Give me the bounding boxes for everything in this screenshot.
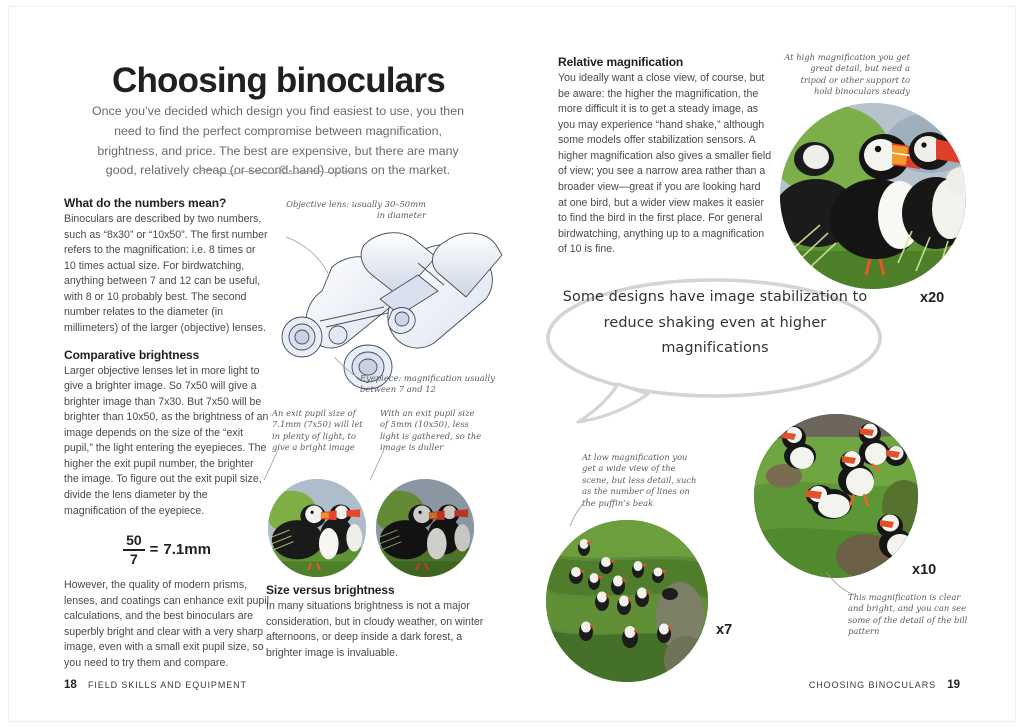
label-x20: x20 [920, 290, 945, 306]
exit-pupil-formula [64, 533, 270, 566]
page-edge-right [1015, 6, 1016, 721]
fraction-denominator: 7 [129, 550, 138, 567]
label-x7: x7 [716, 622, 733, 638]
label-x10: x10 [912, 562, 937, 578]
section-brightness [64, 348, 270, 520]
page-edge-top [8, 6, 1016, 7]
size-versus-brightness-heading: Size versus brightness [266, 583, 395, 597]
leader-line-eyepiece [330, 355, 380, 383]
page-number-left: 18 [64, 679, 77, 691]
section-size-versus-brightness [266, 583, 484, 661]
caption-eyepiece: Eyepiece: magnification usually between 7 and 12 [360, 373, 495, 395]
formula-result: 7.1mm [163, 541, 211, 559]
left-text-column [64, 196, 270, 671]
photo-x20 [780, 103, 966, 289]
photo-exit-pupil-bright [268, 479, 366, 577]
leader-line-low-magnification [566, 496, 592, 528]
running-head-right: CHOOSING BINOCULARS [808, 680, 936, 690]
leader-line-bright [262, 448, 286, 482]
intro-paragraph: Once you’ve decided which design you find easiest to use, you then need to find the perfect compromise between magnification, brightness, and price. The best are expensive, but there are many good, relatively cheap (or second-hand) options on the market. [92, 104, 464, 178]
section-numbers-body: Binoculars are described by two numbers, such as “8x30” or “10x50”. The first number refers to the magnification: i.e. 8 times or 10 times actual size. For birdwatching, anything between 7 and 12 can be useful, with 8 or 10 probably best. The second number relates to the diameter (in millimeters) of the larger (objective) lenses. [64, 213, 268, 334]
caption-low-magnification: At low magnification you get a wide view of the scene, but less detail, such as the number of lines on the puffin’s beak [582, 452, 697, 508]
caption-exit-pupil-bright: An exit pupil size of 7.1mm (7x50) will let in plenty of light, to give a bright image [272, 408, 363, 453]
section-brightness-body: Larger objective lenses let in more light to give a brighter image. So 7x50 will give a brighter image than 7x30. But 7x50 will be brighter than 10x50, as the brightness of an image depends on the size of the “exit pupil,” the light entering the eyepieces. The higher the exit pupil number, the brighter the image. To figure out the exit pupil size, divide the lens diameter by the magnification of the eyepiece. [64, 364, 269, 517]
caption-clear-magnification: This magnification is clear and bright, and you can see some of the detail of the bill pattern [848, 592, 968, 637]
size-versus-brightness-body: In many situations brightness is not a major consideration, but in cloudy weather, on winter afternoons, or deep inside a dark forest, a brighter image is invaluable. [266, 600, 484, 659]
photo-x10 [754, 414, 918, 578]
photo-exit-pupil-dull [376, 479, 474, 577]
caption-objective-lens: Objective lens: usually 30–50mm in diameter [286, 199, 426, 221]
section-numbers-heading: What do the numbers mean? [64, 196, 227, 210]
caption-high-magnification: At high magnification you get great detail, but need a tripod or other support to hold binoculars steady [784, 52, 910, 97]
speech-bubble-text: Some designs have image stabilization to reduce shaking even at higher magnifications [562, 289, 868, 357]
photo-x7 [546, 520, 708, 682]
page-edge-left [8, 6, 9, 721]
section-numbers [64, 196, 270, 337]
fraction [123, 533, 145, 566]
section-brightness-heading: Comparative brightness [64, 347, 200, 362]
formula-equals: = [149, 541, 159, 559]
page-title: Choosing binoculars [112, 61, 445, 101]
caption-exit-pupil-dull: With an exit pupil size of 5mm (10x50), less light is gathered, so the image is duller [380, 408, 482, 453]
ornament-squiggle [195, 160, 365, 182]
running-head-left: FIELD SKILLS AND EQUIPMENT [88, 680, 247, 690]
section-relative-magnification-heading: Relative magnification [558, 55, 684, 69]
page-number-right: 19 [947, 679, 960, 691]
section-relative-magnification-body: You ideally want a close view, of course, but be aware: the higher the magnification, the more difficult it is to get a steady image, as you may experience “hand shake,” although some models offer stabilization sensors. A higher magnification also gives a smaller field of view; you see a narrow area rather than a broader view—great if you are looking hard at one bird, but a wider view makes it easier to find the bird in the first place. For general birdwatching, anything up to a magnification of 10 is fine. [558, 72, 772, 256]
binoculars-illustration [268, 215, 506, 395]
closing-paragraph: However, the quality of modern prisms, lenses, and coatings can enhance exit pupil calculations, and the best binoculars are superbly bright and clear with a very sharp image, even with a small exit pupil size, so you need to try them and compare. [64, 578, 269, 669]
fraction-numerator: 50 [126, 532, 142, 549]
leader-line-dull [368, 448, 392, 482]
right-text-column [558, 55, 772, 258]
page-edge-bottom [8, 721, 1016, 722]
